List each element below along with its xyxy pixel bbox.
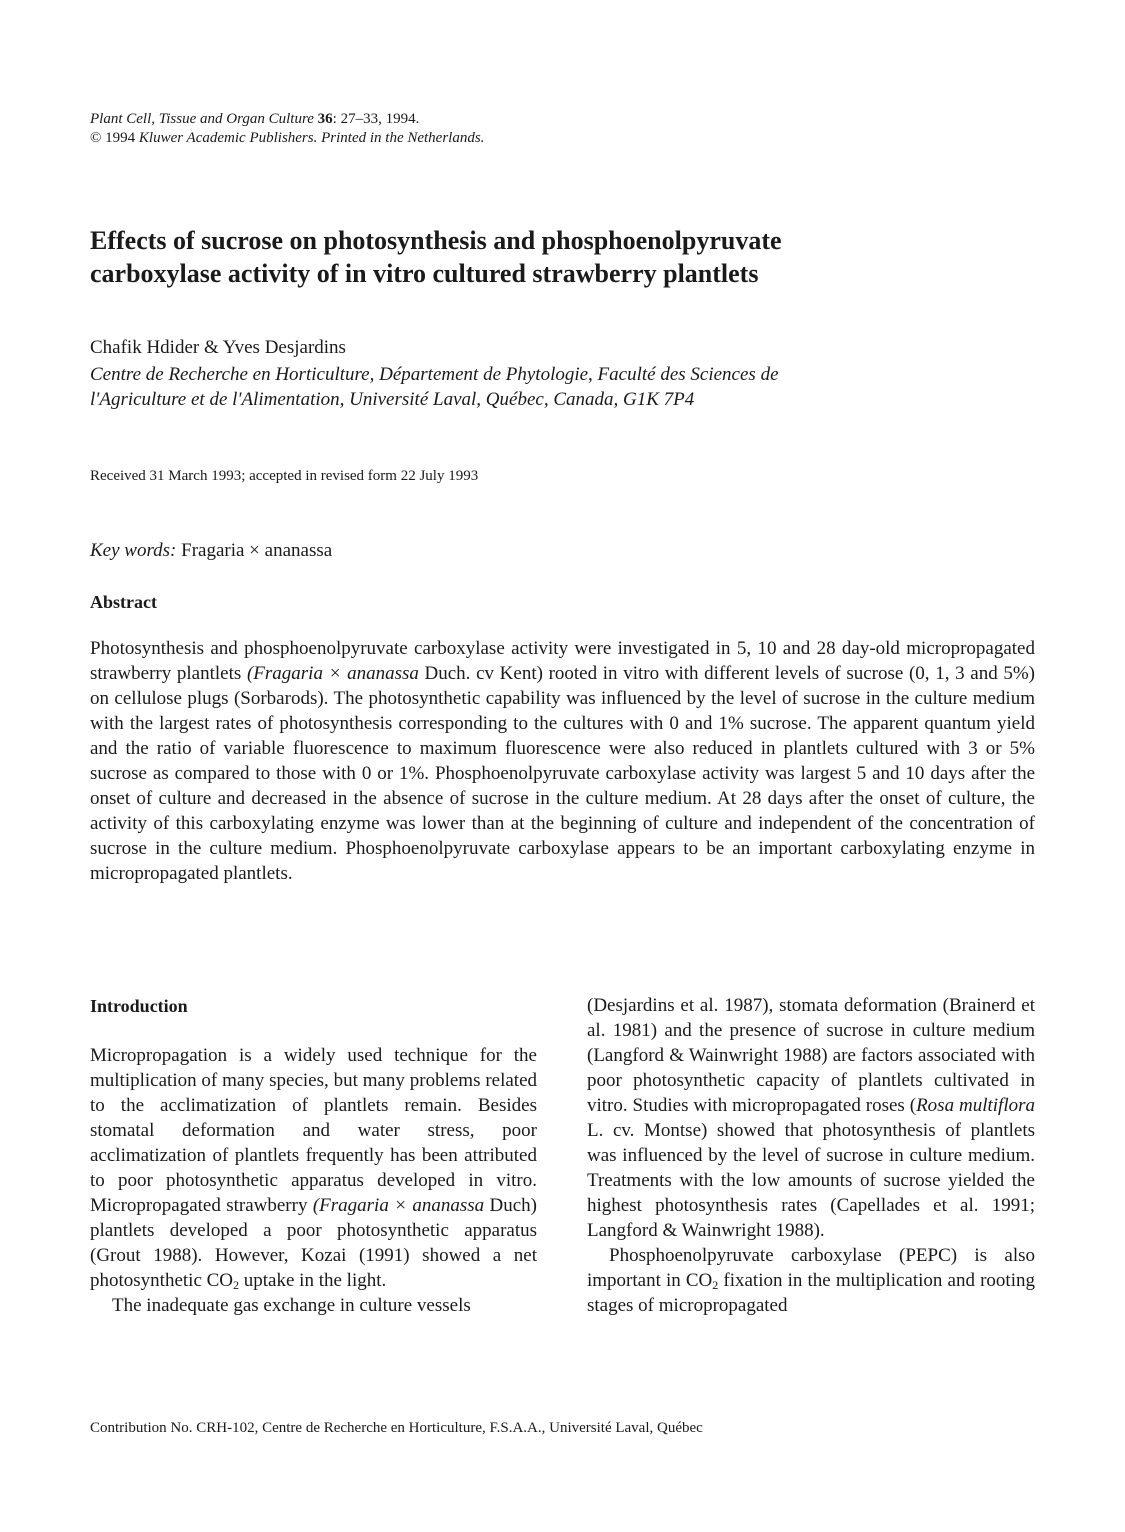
journal-pages: : 27–33, 1994.	[332, 111, 420, 127]
intro-p1-part-b: Duch) plantlets developed a poor photosynthetic apparatus (Grout 1988). However, Kozai (1991) showed a net photosynthetic CO	[90, 1195, 538, 1291]
keywords	[90, 539, 332, 563]
paper-title	[90, 224, 1050, 290]
contribution-footnote: Contribution No. CRH-102, Centre de Recherche en Horticulture, F.S.A.A., Université Laval, Québec	[90, 1420, 703, 1436]
intro-p4-part-a: Phosphoenolpyruvate carboxylase (PEPC) is also important in CO	[587, 1245, 1035, 1291]
affiliation	[90, 362, 1050, 412]
intro-p3-part-b: L. cv. Montse) showed that photosynthesis of plantlets was influenced by the level of sucrose in culture medium. Treatments with the low amounts of sucrose yielded the highest photosynthesis rates (Capellades et al. 1991; Langford & Wainwright 1988).	[587, 1120, 1035, 1241]
intro-p4-part-b: fixation in the multiplication and rooting stages of micropropagated	[587, 1270, 1035, 1316]
subscript: 2	[233, 1278, 240, 1292]
journal-name: Plant Cell, Tissue and Organ Culture	[90, 111, 314, 127]
journal-citation	[90, 110, 484, 148]
intro-p1-part-c: uptake in the light.	[239, 1270, 387, 1291]
intro-paragraph-3	[587, 993, 1035, 1243]
intro-p1-part-a: Micropropagation is a widely used technique for the multiplication of many species, but many problems related to the acclimatization of plantlets remain. Besides stomatal deformation and water stress, poor acclimatization of plantlets frequently has been attributed to poor photosynthetic apparatus developed in vitro. Micropropagated strawberry	[90, 1045, 537, 1216]
journal-volume: 36	[317, 111, 333, 127]
abstract-heading: Abstract	[90, 592, 157, 612]
received-date: Received 31 March 1993; accepted in revised form 22 July 1993	[90, 468, 479, 484]
abstract-part-2: Duch. cv Kent) rooted in vitro with different levels of sucrose (0, 1, 3 and 5%) on cellulose plugs (Sorbarods). The photosynthetic capability was influenced by the level of sucrose in the culture medium with the largest rates of photosynthesis corresponding to the cultures with 0 and 1% sucrose. The apparent quantum yield and the ratio of variable fluorescence to maximum fluorescence were also reduced in plantlets cultured with 3 or 5% sucrose as compared to those with 0 or 1%. Phosphoenolpyruvate carboxylase activity was largest 5 and 10 days after the onset of culture and decreased in the absence of sucrose in the culture medium. At 28 days after the onset of culture, the activity of this carboxylating enzyme was lower than at the beginning of culture and independent of the concentration of sucrose in the culture medium. Phosphoenolpyruvate carboxylase appears to be an important carboxylating enzyme in micropropagated plantlets.	[90, 663, 1036, 884]
copyright-symbol: ©	[90, 130, 102, 146]
intro-species: (Fragaria × ananassa	[312, 1195, 485, 1216]
abstract-part-1: Photosynthesis and phosphoenolpyruvate carboxylase activity were investigated in 5, 10 and 28 day-old micropropagated strawberry plantlets	[90, 638, 1035, 684]
intro-paragraph-2: The inadequate gas exchange in culture vessels	[112, 1295, 471, 1316]
copyright-line	[90, 129, 484, 148]
journal-citation-line	[90, 110, 484, 129]
introduction-heading: Introduction	[90, 996, 188, 1016]
intro-paragraph-4	[587, 1243, 1035, 1318]
column-right	[587, 993, 1035, 1318]
abstract-species: (Fragaria × ananassa	[246, 663, 419, 684]
intro-paragraph-1	[90, 1043, 537, 1293]
paper-title-line-2: carboxylase activity of in vitro cultured strawberry plantlets	[90, 259, 759, 288]
intro-p3-part-a: (Desjardins et al. 1987), stomata deformation (Brainerd et al. 1981) and the presence of sucrose in culture medium (Langford & Wainwright 1988) are factors associated with poor photosynthetic capacity of plantlets cultivated in vitro. Studies with micropropagated roses (	[587, 995, 1035, 1116]
keywords-value: Fragaria × ananassa	[181, 540, 333, 561]
affiliation-line-2: l'Agriculture et de l'Alimentation, Université Laval, Québec, Canada, G1K 7P4	[90, 389, 695, 410]
affiliation-line-1: Centre de Recherche en Horticulture, Département de Phytologie, Faculté des Sciences de	[90, 364, 779, 385]
paper-title-line-1: Effects of sucrose on photosynthesis and phosphoenolpyruvate	[90, 226, 782, 255]
subscript: 2	[712, 1278, 719, 1292]
abstract-text	[90, 636, 1035, 886]
authors: Chafik Hdider & Yves Desjardins	[90, 337, 346, 358]
intro-species-rosa: Rosa multiflora	[916, 1095, 1035, 1116]
publisher: Kluwer Academic Publishers. Printed in the Netherlands.	[138, 130, 485, 146]
copyright-year: 1994	[105, 130, 136, 146]
column-left	[90, 1043, 537, 1318]
keywords-label: Key words:	[90, 540, 177, 561]
